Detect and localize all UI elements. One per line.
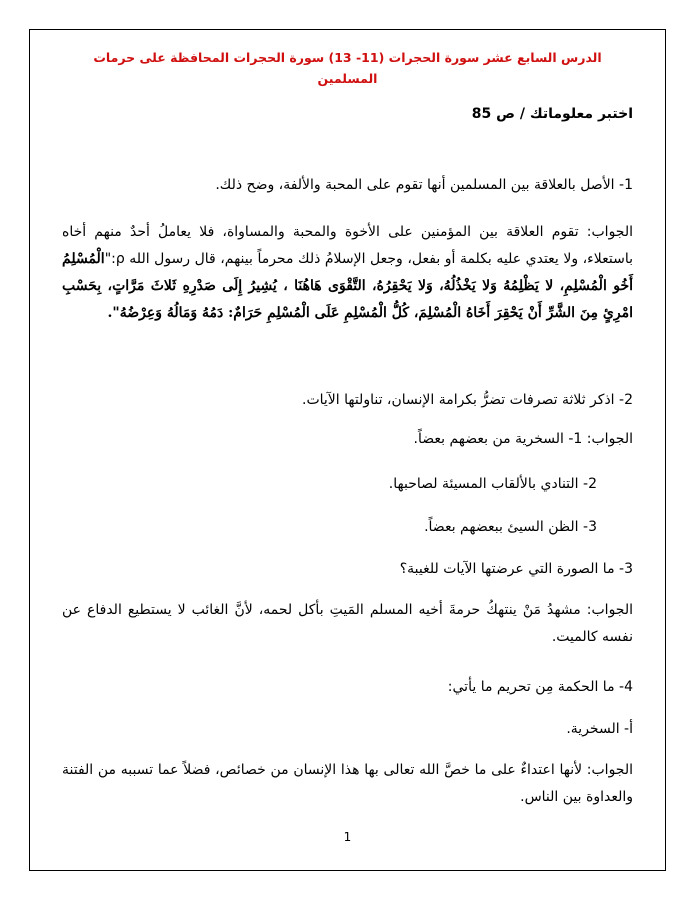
- answer-4: الجواب: لأنها اعتداءٌ على ما خصَّ الله تعالى بها هذا الإنسان من خصائص، فضلاً عما تسببه من الفتنة والعداوة بين الناس.: [62, 762, 633, 805]
- question-2: 2- اذكر ثلاثة تصرفات تضرُّ بكرامة الإنسان، تناولتها الآيات.: [302, 392, 633, 408]
- answer-2-item-3: 3- الظن السيئ ببعضهم بعضاً.: [424, 519, 597, 535]
- hadith-end: ".: [107, 305, 120, 321]
- test-label: اختبر معلوماتك / ص 85: [471, 106, 633, 122]
- answer-1-intro: الجواب: تقوم العلاقة بين المؤمنين على الأخوة والمحبة والمساواة، فلا يعاملُ أحدٌ منهم أخاه باستعلاء، ولا يعتدي عليه بكلمة أو بفعل، وجعل الإسلامُ ذلك محرماً بينهم، قال رسول الله ρ:": [62, 224, 633, 267]
- page-number: 1: [343, 830, 352, 844]
- question-1: 1- الأصل بالعلاقة بين المسلمين أنها تقوم على المحبة والألفة، وضح ذلك.: [215, 177, 633, 193]
- question-4-item-a: أ- السخرية.: [566, 721, 633, 737]
- lesson-title: الدرس السابع عشر سورة الحجرات (11- 13) سورة الحجرات المحافظة على حرمات المسلمين: [93, 50, 602, 86]
- answer-2-item-1: الجواب: 1- السخرية من بعضهم بعضاً.: [413, 431, 633, 447]
- question-4: 4- ما الحكمة مِن تحريم ما يأتي:: [447, 679, 633, 695]
- answer-1: [62, 219, 633, 327]
- question-3: 3- ما الصورة التي عرضتها الآيات للغيبة؟: [399, 561, 633, 577]
- hadith-text: الْمُسْلِمُ أَخُو الْمُسْلِمِ، لا يَظْلِمُهُ وَلا يَخْذُلُهُ، وَلا يَحْقِرُهُ، التَّقْوَى هَاهُنَا ، يُشِيرُ إِلَى صَدْرِهِ ثَلاثَ مَرَّاتٍ، بِحَسْبِ امْرِئٍ مِنَ الشَّرِّ أَنْ يَحْقِرَ أَخَاهُ الْمُسْلِمَ، كُلُّ الْمُسْلِمِ عَلَى الْمُسْلِمِ حَرَامٌ: دَمُهُ وَمَالُهُ وَعِرْضُهُ: [62, 251, 633, 321]
- answer-3: الجواب: مشهدُ مَنْ ينتهكُ حرمةَ أخيه المسلم المَيتِ بأكل لحمه، لأنَّ الغائب لا يستطيع الدفاع عن نفسه كالميت.: [62, 602, 633, 645]
- answer-2-item-2: 2- التنادي بالألقاب المسيئة لصاحبها.: [388, 476, 597, 492]
